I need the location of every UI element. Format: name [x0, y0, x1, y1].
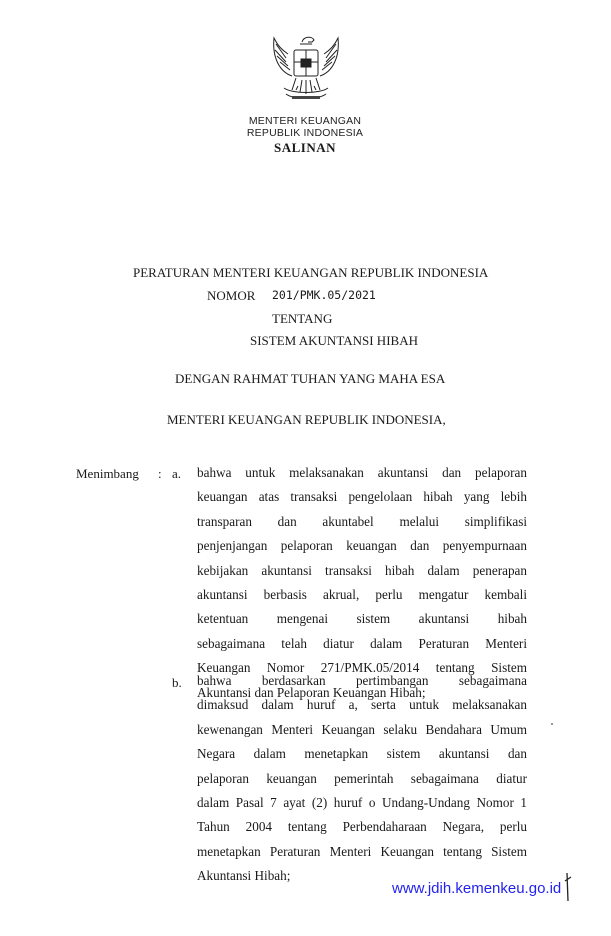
- issuer: MENTERI KEUANGAN REPUBLIK INDONESIA,: [167, 412, 446, 427]
- scan-speck: [551, 723, 553, 725]
- ministry-line-2: REPUBLIK INDONESIA: [246, 127, 364, 139]
- item-a-line: bahwa untuk melaksanakan akuntansi dan pelaporan: [197, 465, 527, 480]
- item-b-line: dalam Pasal 7 ayat (2) huruf o Undang-Undang Nomor 1: [197, 794, 527, 810]
- item-b-line: kewenangan Menteri Keuangan selaku Bendahara Umum: [197, 721, 527, 737]
- considering-separator: :: [158, 466, 162, 481]
- item-b-line: pelaporan keuangan pemerintah sebagaimana diatur: [197, 770, 527, 786]
- item-a-line: Keuangan Nomor 271/PMK.05/2014 tentang Sistem: [197, 660, 527, 676]
- item-b-line: Akuntansi Hibah;: [197, 868, 291, 884]
- item-a-line: ketentuan mengenai sistem akuntansi hibah: [197, 611, 527, 627]
- item-b-line: Tahun 2004 tentang Perbendaharaan Negara, perlu: [197, 819, 527, 835]
- item-a-line: kebijakan akuntansi transaksi hibah dalam penerapan: [197, 562, 527, 578]
- regulation-subject: SISTEM AKUNTANSI HIBAH: [250, 333, 418, 348]
- item-b-line: menetapkan Peraturan Menteri Keuangan tentang Sistem: [197, 843, 527, 859]
- item-a-line: transparan dan akuntabel melalui simplifikasi: [197, 513, 527, 529]
- number-value: 201/PMK.05/2021: [272, 288, 376, 302]
- considering-item-b: [197, 669, 527, 889]
- item-a-line: akuntansi berbasis akrual, perlu mengatur kembali: [197, 586, 527, 602]
- item-b-line: Negara dalam menetapkan sistem akuntansi dan: [197, 746, 527, 762]
- jdih-website-link[interactable]: www.jdih.kemenkeu.go.id: [392, 880, 562, 897]
- ministry-line-1: MENTERI KEUANGAN: [248, 115, 362, 127]
- copy-label: SALINAN: [273, 140, 336, 155]
- item-b-line: bahwa berdasarkan pertimbangan sebagaimana: [197, 673, 527, 688]
- item-b-line: dimaksud dalam huruf a, serta untuk melaksanakan: [197, 697, 527, 713]
- about-label: TENTANG: [272, 311, 333, 326]
- regulation-title: PERATURAN MENTERI KEUANGAN REPUBLIK INDONESIA: [133, 265, 489, 280]
- pen-mark-icon: [564, 873, 572, 901]
- item-a-line: penjenjangan pelaporan keuangan dan penyempurnaan: [197, 538, 527, 554]
- considering-label: Menimbang: [76, 466, 139, 481]
- item-a-line: keuangan atas transaksi pengelolaan hibah yang lebih: [197, 489, 527, 505]
- item-a-marker: a.: [172, 466, 182, 481]
- item-a-line: Akuntansi dan Pelaporan Keuangan Hibah;: [197, 684, 426, 700]
- item-b-marker: b.: [172, 675, 182, 690]
- number-label: NOMOR: [207, 288, 256, 303]
- invocation: DENGAN RAHMAT TUHAN YANG MAHA ESA: [175, 371, 446, 386]
- garuda-emblem-icon: [262, 28, 350, 108]
- item-a-line: sebagaimana telah diatur dalam Peraturan Menteri: [197, 635, 527, 651]
